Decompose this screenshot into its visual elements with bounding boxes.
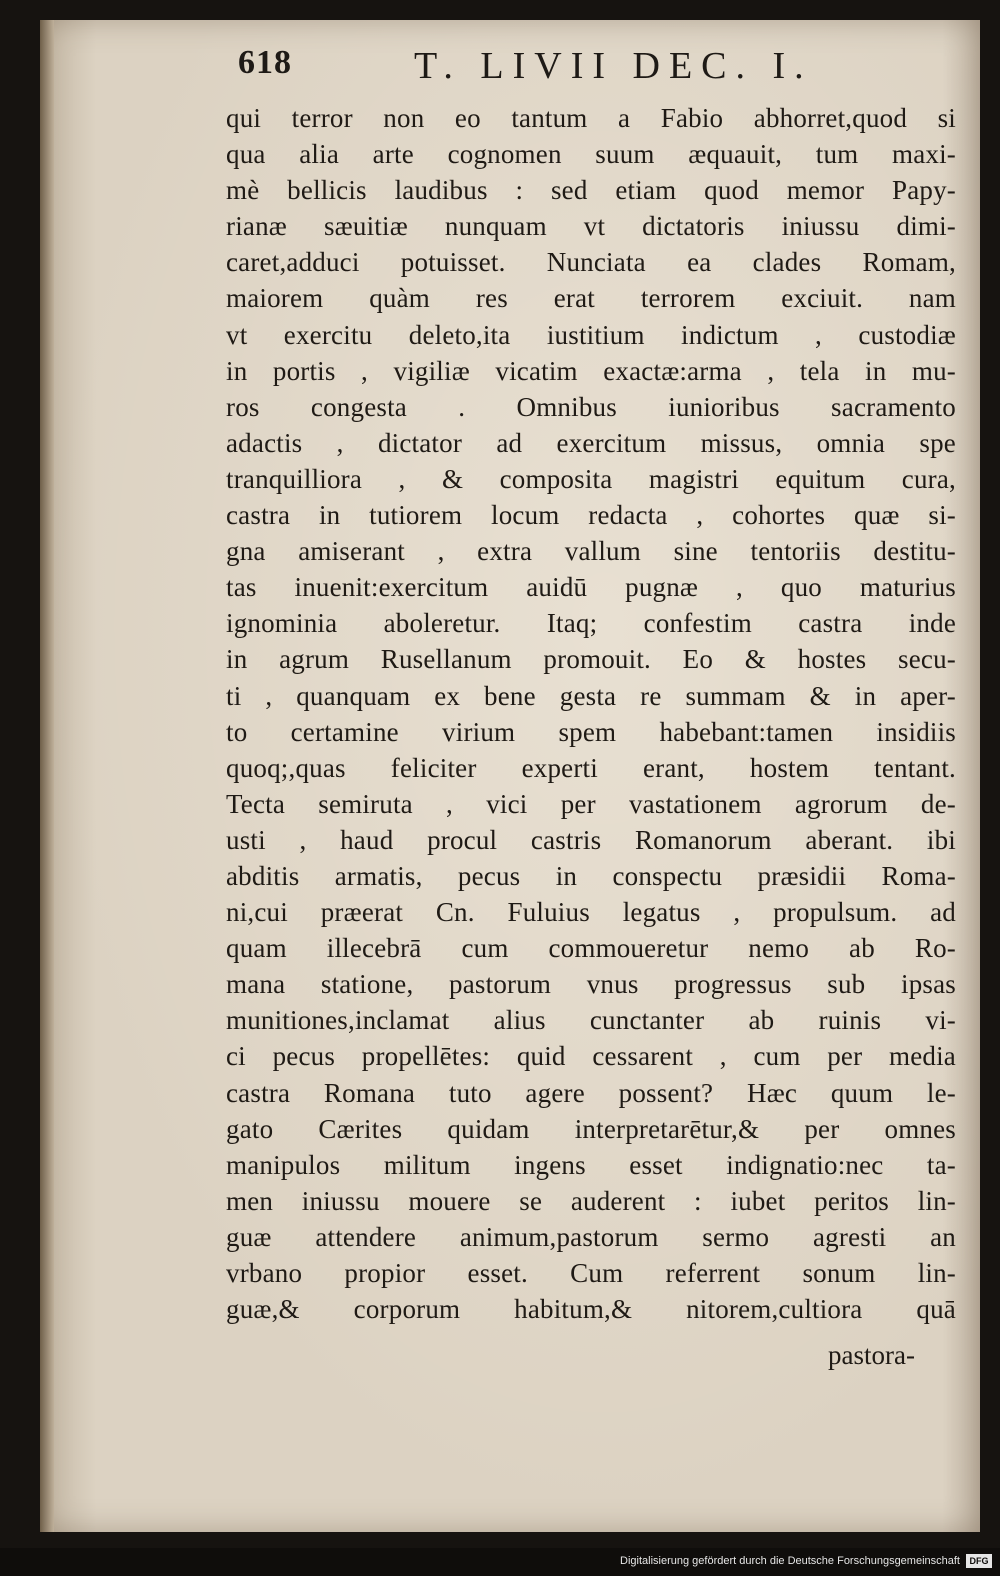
text-line: mana statione, pastorum vnus progressus sub ipsas: [226, 969, 956, 1000]
text-line: maiorem quàm res erat terrorem exciuit. nam: [226, 283, 956, 314]
text-line: in agrum Rusellanum promouit. Eo & hostes secu-: [226, 644, 956, 675]
text-line: quoq;,quas feliciter experti erant, hostem tentant.: [226, 752, 956, 783]
text-line: tas inuenit:exercitum auidū pugnæ , quo maturius: [226, 572, 956, 603]
catchword: pastora-: [828, 1340, 915, 1370]
text-line: ros congesta . Omnibus iunioribus sacramento: [226, 391, 956, 422]
text-line: munitiones,inclamat alius cunctanter ab ruinis vi-: [226, 1005, 956, 1036]
text-line: to certamine virium spem habebant:tamen insidiis: [226, 716, 956, 747]
text-line: castra in tutiorem locum redacta , cohortes quæ si-: [226, 500, 956, 531]
text-line: qua alia arte cognomen suum æquauit, tum maxi-: [226, 139, 956, 170]
text-line: guæ attendere animum,pastorum sermo agresti an: [226, 1221, 956, 1252]
funding-credit: Digitalisierung gefördert durch die Deutsche Forschungsgemeinschaft: [620, 1555, 960, 1567]
text-line: gato Cærites quidam interpretarētur,& per omnes: [226, 1113, 956, 1144]
text-line: mè bellicis laudibus : sed etiam quod memor Papy-: [226, 175, 956, 206]
text-line: quam illecebrā cum commoueretur nemo ab Ro-: [226, 933, 956, 964]
page-gutter: [40, 20, 54, 1532]
text-line: manipulos militum ingens esset indignatio:nec ta-: [226, 1149, 956, 1180]
text-line: vt exercitu deleto,ita iustitium indictum , custodiæ: [226, 319, 956, 350]
text-line: usti , haud procul castris Romanorum aberant. ibi: [226, 824, 956, 855]
text-line: caret,adduci potuisset. Nunciata ea clades Romam,: [226, 247, 956, 278]
dfg-logo: DFG: [966, 1554, 992, 1568]
text-line: tranquilliora , & composita magistri equitum cura,: [226, 463, 956, 494]
text-line: adactis , dictator ad exercitum missus, omnia spe: [226, 427, 956, 458]
text-line: men iniussu mouere se auderent : iubet peritos lin-: [226, 1185, 956, 1216]
text-line: abditis armatis, pecus in conspectu præsidii Roma-: [226, 860, 956, 891]
digitization-footer: [0, 1548, 1000, 1576]
text-line: castra Romana tuto agere possent? Hæc quum le-: [226, 1077, 956, 1108]
text-line: ci pecus propellētes: quid cessarent , cum per media: [226, 1041, 956, 1072]
running-head: [0, 44, 1000, 90]
body-text: [226, 100, 956, 1327]
text-line: gna amiserant , extra vallum sine tentoriis destitu-: [226, 536, 956, 567]
text-line: rianæ sæuitiæ nunquam vt dictatoris iniussu dimi-: [226, 211, 956, 242]
text-line: ti , quanquam ex bene gesta re summam & in aper-: [226, 680, 956, 711]
text-line: ni,cui præerat Cn. Fuluius legatus , propulsum. ad: [226, 897, 956, 928]
text-line: Tecta semiruta , vici per vastationem agrorum de-: [226, 788, 956, 819]
text-line: guæ,& corporum habitum,& nitorem,cultiora quā: [226, 1294, 956, 1325]
text-line: vrbano propior esset. Cum referrent sonum lin-: [226, 1258, 956, 1288]
text-line: qui terror non eo tantum a Fabio abhorret,quod si: [226, 103, 956, 133]
page-number: 618: [238, 44, 292, 81]
text-line: ignominia aboleretur. Itaq; confestim castra inde: [226, 608, 956, 639]
text-line: in portis , vigiliæ vicatim exactæ:arma , tela in mu-: [226, 355, 956, 386]
running-title: T. LIVII DEC. I.: [414, 45, 813, 87]
